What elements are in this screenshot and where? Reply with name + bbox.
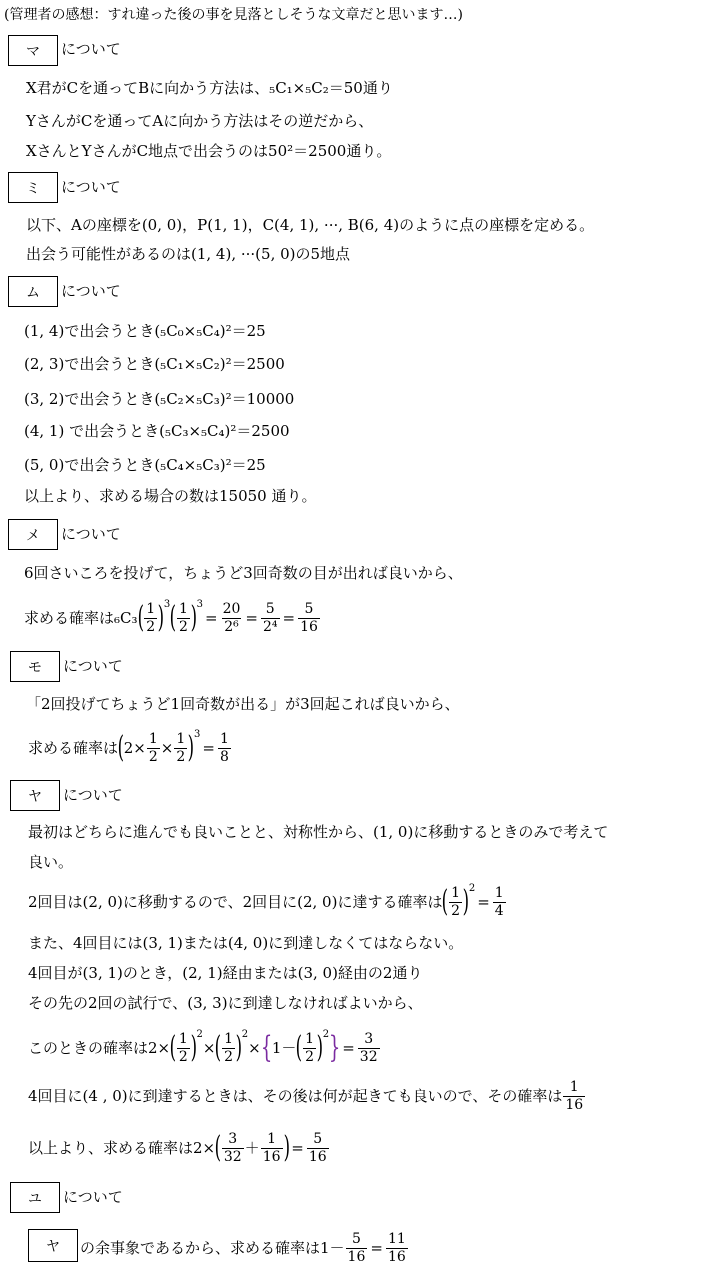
heading-box-mu: ム — [8, 276, 58, 307]
fraction-5-over-16: $\frac{5}{16}$ — [347, 1230, 366, 1265]
yu-line-1: の余事象であるから、求める確率は1－ $\frac{5}{16}$ = $\frac{11}{16}$ — [80, 1230, 406, 1265]
exponent: 3 — [194, 729, 201, 740]
exponent: 2 — [322, 1029, 330, 1040]
fraction-half: $\frac{1}{2}$ — [178, 600, 188, 635]
left-paren: ( — [442, 884, 449, 919]
ya-line-8-prefix: 以上より、求める確率は2× — [28, 1138, 216, 1157]
mo-line-1: 「2回投げてちょうど1回奇数が出る」が3回起これば良いから、 — [26, 695, 460, 713]
right-brace: } — [328, 1030, 341, 1065]
fraction-half: $\frac{1}{2}$ — [146, 600, 156, 635]
right-paren: ) — [283, 1130, 290, 1165]
fraction-half: $\frac{1}{2}$ — [305, 1030, 315, 1065]
exponent: 2 — [468, 883, 476, 894]
fraction-3-over-32: $\frac{3}{32}$ — [223, 1130, 242, 1165]
right-paren: ) — [187, 730, 195, 765]
mu-line-1: (1, 4)で出会うとき(₅C₀×₅C₄)²＝25 — [24, 322, 266, 340]
right-paren: ) — [235, 1030, 243, 1065]
left-paren: ( — [137, 600, 144, 635]
mi-line-1: 以下、Aの座標を(0, 0)，P(1, 1)，C(4, 1), ···, B(6, 4)のように点の座標を定める。 — [26, 216, 595, 234]
ma-line-3: XさんとYさんがC地点で出会うのは50²＝2500通り。 — [26, 142, 392, 160]
admin-note: (管理者の感想：すれ違った後の事を見落としそうな文章だと思います…) — [4, 7, 463, 23]
mu-line-3: (3, 2)で出会うとき(₅C₂×₅C₃)²＝10000 — [24, 390, 295, 408]
fraction-5-over-16: $\frac{5}{16}$ — [300, 600, 318, 635]
mu-line-2: (2, 3)で出会うとき(₅C₁×₅C₂)²＝2500 — [24, 355, 285, 373]
heading-box-mo: モ — [10, 651, 60, 682]
heading-suffix-mo: について — [63, 657, 123, 675]
left-paren: ( — [214, 1130, 222, 1165]
me-line-1: 6回さいころを投げて，ちょうど3回奇数の目が出れば良いから、 — [24, 564, 463, 582]
mo-two-times: 2× — [123, 738, 146, 757]
ya-line-1: 最初はどちらに進んでも良いことと、対称性から、(1, 0)に移動するときのみで考えて — [28, 823, 609, 841]
me-formula: 求める確率は ₆C₃ ( $\frac{1}{2}$ ) 3 ( $\frac{1}{2}$ ) 3 = $\frac{20}{\text{2⁶}}$ = $\frac{5}{\text{2⁴}}$ = $\frac{5}{16}$ — [24, 599, 318, 635]
one-minus: 1－ — [271, 1038, 297, 1057]
heading-box-me: メ — [8, 519, 58, 550]
me-ncr: ₆C₃ — [114, 608, 138, 627]
left-paren: ( — [296, 1030, 303, 1065]
mu-line-6: 以上より、求める場合の数は15050 通り。 — [24, 487, 317, 505]
right-paren: ) — [316, 1030, 324, 1065]
ma-line-1: X君がCを通ってBに向かう方法は、₅C₁×₅C₂＝50通り — [26, 79, 393, 97]
exponent: 3 — [163, 599, 171, 610]
mu-line-5: (5, 0)で出会うとき(₅C₄×₅C₃)²＝25 — [24, 456, 266, 474]
times-sign: × — [202, 1038, 216, 1057]
fraction-1-over-4: $\frac{1}{4}$ — [494, 884, 504, 919]
ref-box-ya: ヤ — [28, 1229, 78, 1262]
ya-line-6-prefix: このときの確率は2× — [28, 1038, 171, 1057]
heading-suffix-me: について — [61, 525, 121, 543]
left-paren: ( — [117, 730, 125, 765]
left-paren: ( — [169, 600, 177, 635]
times-sign: × — [160, 738, 174, 757]
exponent: 2 — [241, 1029, 249, 1040]
right-paren: ) — [190, 600, 197, 635]
heading-box-yu: ユ — [10, 1182, 60, 1213]
fraction-20-over-2-6: $\frac{20}{\text{2⁶}}$ — [222, 600, 241, 635]
heading-suffix-ma: について — [61, 40, 121, 58]
fraction-11-over-16: $\frac{11}{16}$ — [387, 1230, 406, 1265]
heading-box-ya: ヤ — [10, 780, 60, 811]
heading-suffix-ya: について — [63, 786, 123, 804]
heading-suffix-yu: について — [63, 1188, 123, 1206]
left-brace: { — [260, 1030, 273, 1065]
mo-formula: 求める確率は ( 2× $\frac{1}{2}$ × $\frac{1}{2}$ ) 3 = $\frac{1}{8}$ — [28, 729, 229, 765]
fraction-1-over-16: $\frac{1}{16}$ — [262, 1130, 281, 1165]
ya-line-2: 2回目は(2, 0)に移動するので、2回目に(2, 0)に達する確率は ( $\frac{1}{2}$ ) 2 = $\frac{1}{4}$ — [28, 883, 504, 919]
exponent: 3 — [196, 599, 203, 610]
fraction-half: $\frac{1}{2}$ — [224, 1030, 234, 1065]
ya-line-7-prefix: 4回目に(4 , 0)に到達するときは、その後は何が起きても良いので、その確率は — [28, 1086, 563, 1105]
heading-box-ma: マ — [8, 35, 58, 66]
mo-formula-prefix: 求める確率は — [28, 738, 119, 757]
plus-sign: ＋ — [244, 1138, 260, 1157]
heading-box-mi: ミ — [8, 172, 58, 203]
left-paren: ( — [169, 1030, 177, 1065]
fraction-1-over-16: $\frac{1}{16}$ — [565, 1078, 584, 1113]
fraction-half: $\frac{1}{2}$ — [176, 730, 186, 765]
exponent: 2 — [196, 1029, 203, 1040]
right-paren: ) — [462, 884, 470, 919]
ya-line-5: その先の2回の試行で、(3, 3)に到達しなければよいから、 — [28, 994, 423, 1012]
ya-line-3: また、4回目には(3, 1)または(4, 0)に到達しなくてはならない。 — [28, 934, 464, 952]
ya-line-6: このときの確率は2× ( $\frac{1}{2}$ ) 2 × ( $\frac{1}{2}$ ) 2 × { 1－ ( $\frac{1}{2}$ ) 2 } = $\frac{3}{32}$ — [28, 1029, 378, 1065]
fraction-half: $\frac{1}{2}$ — [178, 1030, 188, 1065]
right-paren: ) — [190, 1030, 197, 1065]
ya-line-1b: 良い。 — [28, 853, 74, 871]
ya-line-7 — [28, 1076, 586, 1116]
yu-line-1-text: の余事象であるから、求める確率は1－ — [80, 1238, 345, 1257]
times-sign: × — [248, 1038, 261, 1057]
ya-line-8: 以上より、求める確率は2× ( $\frac{3}{32}$ ＋ $\frac{1}{16}$ ) = $\frac{5}{16}$ — [28, 1130, 327, 1165]
heading-suffix-mu: について — [61, 282, 121, 300]
ya-line-4: 4回目が(3, 1)のとき，(2, 1)経由または(3, 0)経由の2通り — [28, 964, 423, 982]
fraction-1-over-8: $\frac{1}{8}$ — [219, 730, 229, 765]
mi-line-2: 出会う可能性があるのは(1, 4), ···(5, 0)の5地点 — [26, 245, 351, 263]
mu-line-4: (4, 1) で出会うとき(₅C₃×₅C₄)²＝2500 — [24, 422, 290, 440]
fraction-half: $\frac{1}{2}$ — [451, 884, 461, 919]
fraction-half: $\frac{1}{2}$ — [148, 730, 158, 765]
me-formula-prefix: 求める確率は — [24, 608, 115, 627]
fraction-5-over-16: $\frac{5}{16}$ — [308, 1130, 327, 1165]
ma-line-2: YさんがCを通ってAに向かう方法はその逆だから、 — [26, 112, 374, 130]
right-paren: ) — [157, 600, 165, 635]
left-paren: ( — [215, 1030, 222, 1065]
heading-suffix-mi: について — [61, 178, 121, 196]
fraction-3-over-32: $\frac{3}{32}$ — [359, 1030, 378, 1065]
fraction-5-over-2-4: $\frac{5}{\text{2⁴}}$ — [262, 600, 278, 635]
ya-line-2-prefix: 2回目は(2, 0)に移動するので、2回目に(2, 0)に達する確率は — [28, 892, 443, 911]
